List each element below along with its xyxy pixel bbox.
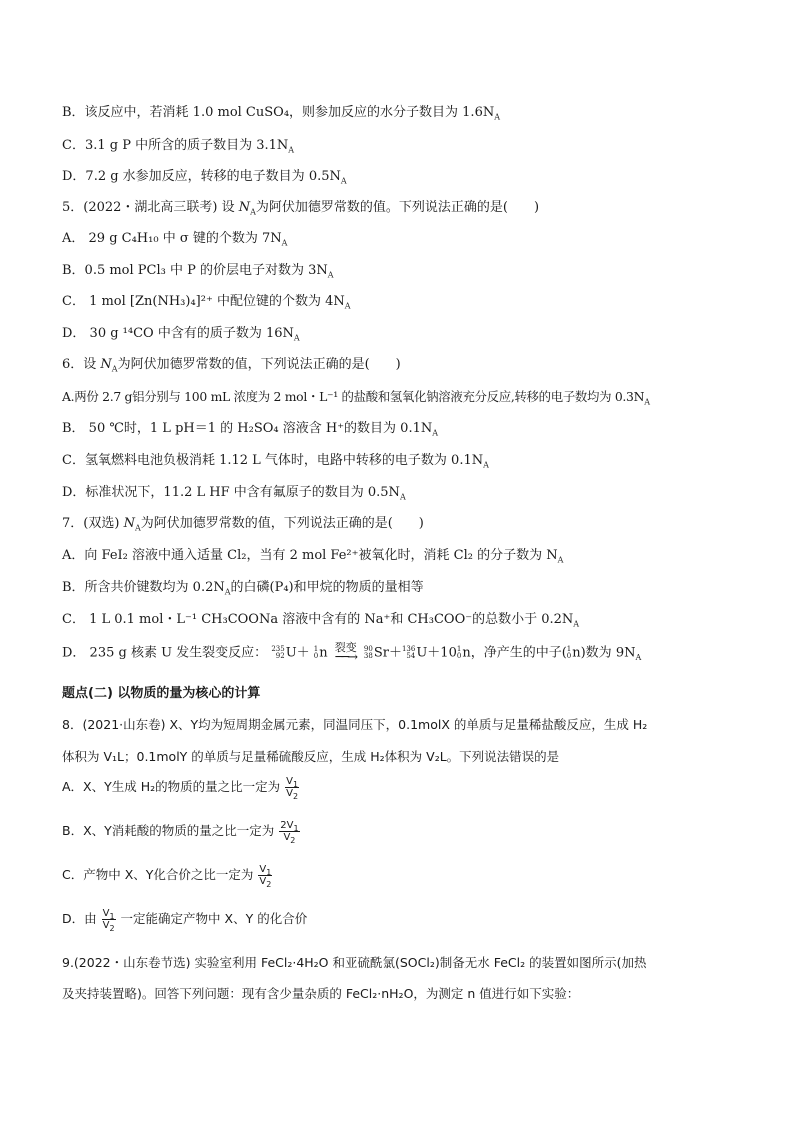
section-heading: 题点(二) 以物质的量为核心的计算 — [62, 686, 261, 701]
q6-option-b: B． 50 ℃时，1 L pH＝1 的 H₂SO₄ 溶液含 H⁺的数目为 $0.1N_A$ — [62, 421, 439, 438]
q4-option-c: C．3.1 g P 中所含的质子数目为 $3.1N_A$ — [62, 138, 295, 155]
q8-option-d: D．由 $\frac{V_1}{V_2}$ 一定能确定产物中 X、Y 的化合价 — [62, 908, 308, 933]
fraction-v1-over-v2: $\frac{V_1}{V_2}$ — [286, 776, 299, 801]
fraction-2v1-over-v2: $\frac{2V_1}{V_2}$ — [280, 820, 299, 845]
q6-option-d: D．标准状况下，11.2 L HF 中含有氟原子的数目为 $0.5N_A$ — [62, 485, 406, 502]
q9-stem-line-2: 及夹持装置略)。回答下列问题：现有含少量杂质的 FeCl₂·nH₂O，为测定 n 值进行如下实验： — [62, 986, 580, 1001]
sr90-nuclide-notation: 90 38 — [363, 645, 373, 660]
fraction-v1-over-v2: $\frac{V_1}{V_2}$ — [102, 908, 115, 933]
q7-option-c: C． 1 L 0.1 mol・L⁻¹ CH₃COONa 溶液中含有的 Na⁺和 CH₃COO⁻的总数小于 $0.2N_A$ — [62, 612, 580, 629]
q6-option-a: A.两份 2.7 g铝分别与 100 mL 浓度为 2 mol・L⁻¹ 的盐酸和氢氧化钠溶液充分反应,转移的电子数均为 $0.3N_A$ — [62, 389, 650, 407]
q8-option-a: A．X、Y生成 H₂的物质的量之比一定为 $\frac{V_1}{V_2}$ — [62, 776, 299, 801]
q5-option-c: C． 1 mol [Zn(NH₃)₄]²⁺ 中配位键的个数为 $4N_A$ — [62, 294, 351, 311]
q7-option-a: A．向 FeI₂ 溶液中通入适量 Cl₂，当有 2 mol Fe²⁺被氧化时，消耗 Cl₂ 的分子数为 $N_A$ — [62, 548, 564, 565]
neutron-nuclide-notation: 1 0 — [313, 645, 319, 660]
q8-option-b: B．X、Y消耗酸的物质的量之比一定为 $\frac{2V_1}{V_2}$ — [62, 820, 299, 845]
q5-stem: 5．(2022・湖北高三联考) 设 $N_A$为阿伏加德罗常数的值。下列说法正确的是( ) — [62, 200, 540, 217]
xe136-nuclide-notation: 136 54 — [401, 645, 416, 660]
q8-option-c: C．产物中 X、Y化合价之比一定为 $\frac{V_1}{V_2}$ — [62, 864, 272, 889]
q4-option-b: B．该反应中，若消耗 1.0 mol CuSO₄，则参加反应的水分子数目为 $1.6N_A$ — [62, 105, 500, 122]
fraction-v1-over-v2: $\frac{V_1}{V_2}$ — [259, 864, 272, 889]
q5-option-b: B．0.5 mol PCl₃ 中 P 的价层电子对数为 $3N_A$ — [62, 263, 334, 280]
q5-option-a: A． 29 g C₄H₁₀ 中 σ 键的个数为 $7N_A$ — [62, 231, 288, 248]
q7-stem: 7．(双选) $N_A$为阿伏加德罗常数的值，下列说法正确的是( ) — [62, 516, 424, 533]
fission-arrow: 裂变 ──→ — [334, 641, 357, 665]
u235-nuclide-notation: 235 92 — [271, 645, 285, 660]
q7-option-d: D． 235 g 核素 U 发生裂变反应： 235 92 U＋ 1 0 n 裂变 ──→ 90 38 Sr＋ 136 54 U＋10 1 0 n，净产生的中子( 1 0 n)数为 $9N_A$ — [62, 641, 642, 665]
q4-option-d: D．7.2 g 水参加反应，转移的电子数目为 $0.5N_A$ — [62, 169, 347, 186]
q8-stem-line-2: 体积为 V₁L；0.1molY 的单质与足量稀硫酸反应，生成 H₂体积为 V₂L。下列说法错误的是 — [62, 749, 560, 764]
q6-stem: 6．设 $N_A$为阿伏加德罗常数的值，下列说法正确的是( ) — [62, 357, 401, 374]
neutron-symbol-notation: 1 0 — [566, 645, 572, 660]
q5-option-d: D． 30 g ¹⁴CO 中含有的质子数为 $16N_A$ — [62, 326, 300, 343]
neutron-product-nuclide-notation: 1 0 — [456, 645, 462, 660]
q7-option-b: B．所含共价键数均为 $0.2N_A$的白磷(P₄)和甲烷的物质的量相等 — [62, 580, 424, 597]
q9-stem-line-1: 9.(2022・山东卷节选) 实验室利用 FeCl₂·4H₂O 和亚硫酰氯(SOCl₂)制备无水 FeCl₂ 的装置如图所示(加热 — [62, 955, 647, 970]
q8-stem-line-1: 8．(2021·山东卷) X、Y均为短周期金属元素，同温同压下，0.1molX 的单质与足量稀盐酸反应，生成 H₂ — [62, 717, 648, 732]
q6-option-c: C．氢氧燃料电池负极消耗 1.12 L 气体时，电路中转移的电子数为 $0.1N_A$ — [62, 453, 489, 470]
